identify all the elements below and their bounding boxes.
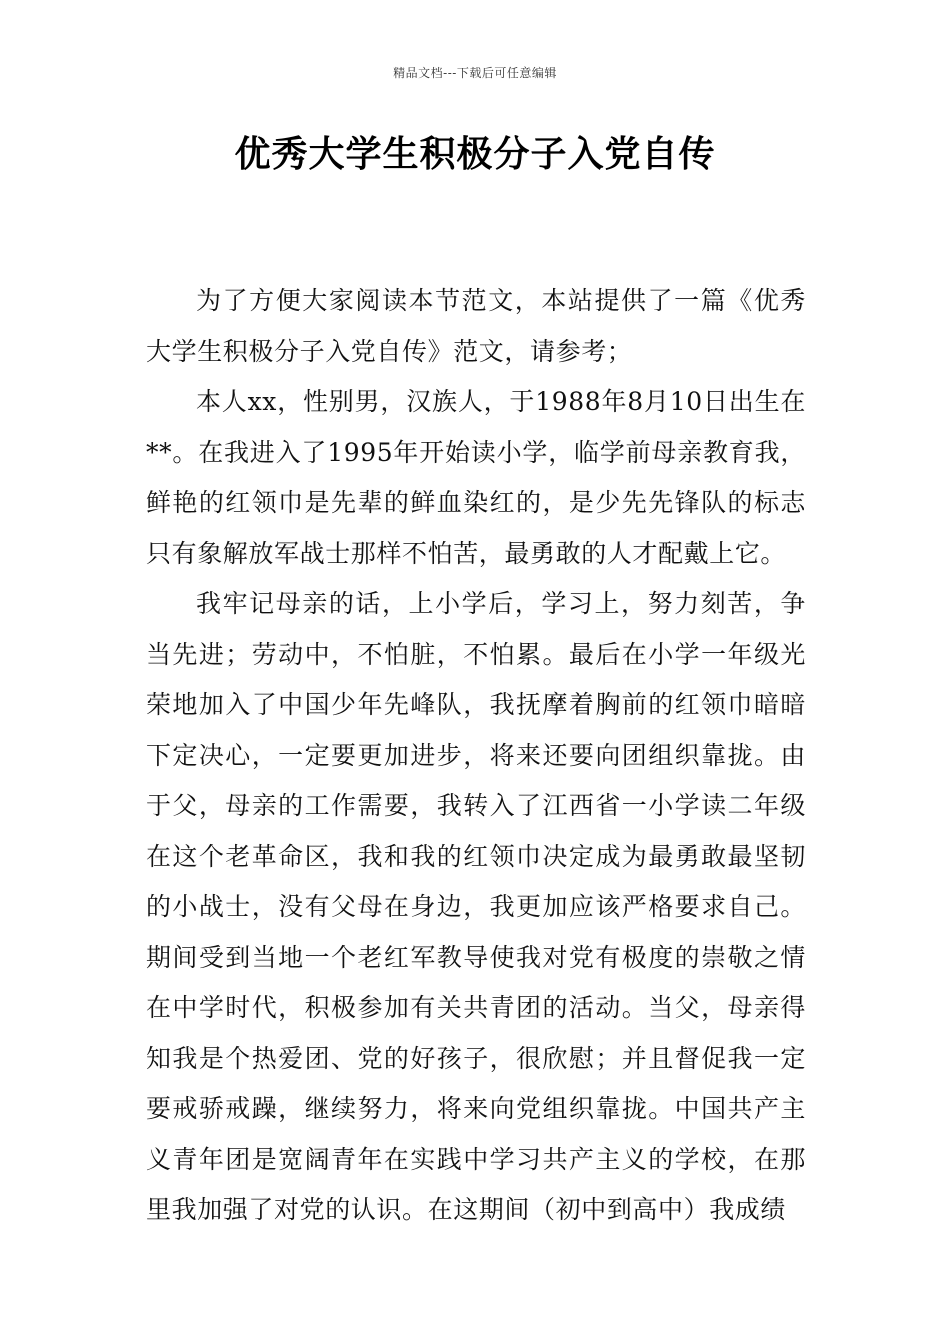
header-note: 精品文档---下载后可任意编辑: [393, 66, 557, 80]
paragraph-personal-info: 本人xx，性别男，汉族人，于1988年8月10日出生在**。在我进入了1995年开始读小学，临学前母亲教育我，鲜艳的红领巾是先辈的鲜血染红的，是少先先锋队的标志只有象解放军战士那样不怕苦，最勇敢的人才配戴上它。: [146, 387, 806, 568]
document-title: 优秀大学生积极分子入党自传: [234, 133, 716, 175]
document-body: [146, 276, 806, 1236]
paragraph-school-years: 我牢记母亲的话，上小学后，学习上，努力刻苦，争当先进；劳动中，不怕脏，不怕累。最后在小学一年级光荣地加入了中国少年先峰队，我抚摩着胸前的红领巾暗暗下定决心，一定要更加进步，将来还要向团组织靠拢。由于父，母亲的工作需要，我转入了江西省一小学读二年级在这个老革命区，我和我的红领巾决定成为最勇敢最坚韧的小战士，没有父母在身边，我更加应该严格要求自己。期间受到当地一个老红军教导使我对党有极度的崇敬之情在中学时代，积极参加有关共青团的活动。当父，母亲得知我是个热爱团、党的好孩子，很欣慰；并且督促我一定要戒骄戒躁，继续努力，将来向党组织靠拢。中国共产主义青年团是宽阔青年在实践中学习共产主义的学校，在那里我加强了对党的认识。在这期间（初中到高中）我成绩: [146, 589, 806, 1224]
paragraph-intro: 为了方便大家阅读本节范文，本站提供了一篇《优秀大学生积极分子入党自传》范文，请参考；: [146, 286, 806, 366]
